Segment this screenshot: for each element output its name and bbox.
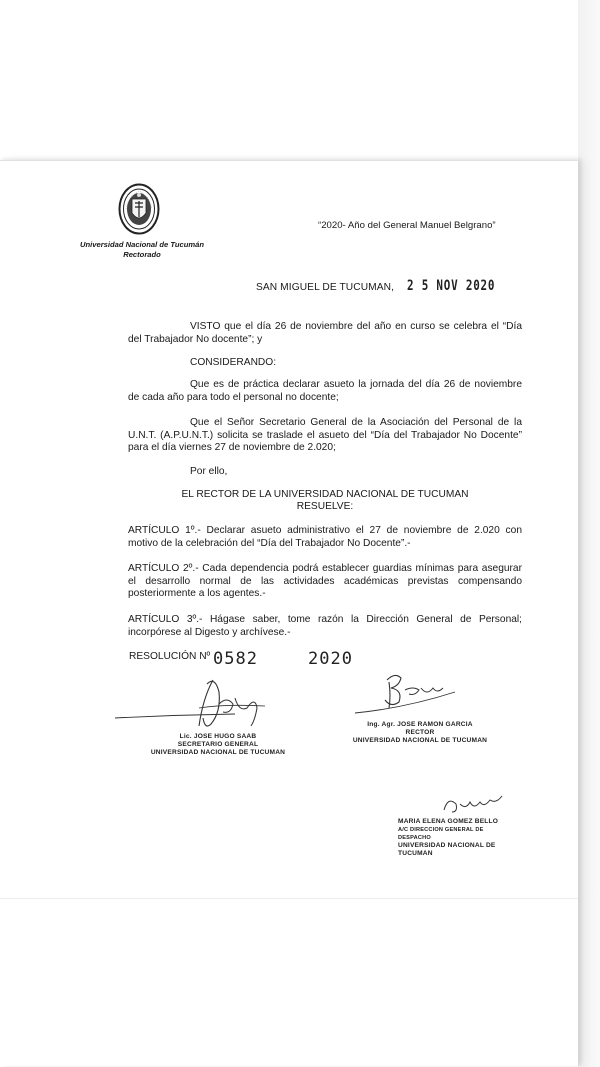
considerando-paragraph-1: Que es de práctica declarar asueto la jornada del día 26 de noviembre de cada año para todo el personal no docente; xyxy=(128,379,522,403)
rector-line: EL RECTOR DE LA UNIVERSIDAD NACIONAL DE TUCUMAN xyxy=(181,489,469,500)
date-stamp: 2 5 NOV 2020 xyxy=(407,278,496,294)
bottom-signature-stamp xyxy=(398,818,518,858)
right-signer-name: Ing. Agr. JOSE RAMON GARCIA xyxy=(367,721,473,728)
resolution-year: 2020 xyxy=(308,649,353,669)
left-signature-stamp xyxy=(148,733,288,757)
bottom-signer-org: UNIVERSIDAD NACIONAL DE TUCUMAN xyxy=(398,842,496,857)
left-signer-org: UNIVERSIDAD NACIONAL DE TUCUMAN xyxy=(150,749,286,756)
considerando-paragraph-2: Que el Señor Secretario General de la Asociación del Personal de la U.N.T. (A.P.U.N.T.) solicita se traslade el asueto del “Día del Trabajador No Docente” para el día viernes 27 de noviembre de 2.020; xyxy=(128,417,522,454)
office-name: Rectorado xyxy=(123,250,161,259)
bottom-handwritten-signature xyxy=(440,790,510,820)
visto-paragraph: VISTO que el día 26 de noviembre del año en curso se celebra el “Día del Trabajador No docente”; y xyxy=(128,321,522,345)
page-fold-line xyxy=(0,898,578,899)
institution-name: Universidad Nacional de Tucumán xyxy=(80,240,204,249)
right-signature-stamp xyxy=(350,721,490,745)
left-handwritten-signature xyxy=(115,668,285,738)
left-signer-title: SECRETARIO GENERAL xyxy=(177,741,259,748)
articulo-2: ARTÍCULO 2º.- Cada dependencia podrá establecer guardias mínimas para asegurar el desarrollo normal de las actividades académicas previstas compensando posteriormente a los agentes.- xyxy=(128,563,522,600)
viewer-gutter xyxy=(578,0,600,1067)
right-handwritten-signature xyxy=(355,668,475,723)
bottom-signer-title: A/C DIRECCION GENERAL DE DESPACHO xyxy=(398,827,484,841)
institution-heading xyxy=(72,240,212,260)
university-seal-icon xyxy=(118,183,160,235)
left-signer-name: Lic. JOSE HUGO SAAB xyxy=(179,733,257,740)
year-motto: “2020- Año del General Manuel Belgrano” xyxy=(318,220,496,231)
dateline-place: SAN MIGUEL DE TUCUMAN, xyxy=(256,282,395,293)
right-signer-org: UNIVERSIDAD NACIONAL DE TUCUMAN xyxy=(352,737,488,744)
document-page xyxy=(0,160,579,1066)
resolution-label: RESOLUCIÓN Nº xyxy=(129,651,211,662)
right-signer-title: RECTOR xyxy=(405,729,435,736)
resuelve-heading: RESUELVE: xyxy=(296,501,354,512)
por-ello-text: Por ello, xyxy=(190,466,228,477)
articulo-1: ARTÍCULO 1º.- Declarar asueto administrativo el 27 de noviembre de 2.020 con motivo de la celebración del “Día del Trabajador No Docente”.- xyxy=(128,525,522,549)
considerando-heading: CONSIDERANDO: xyxy=(190,357,277,368)
resolution-number: 0582 xyxy=(213,649,258,669)
articulo-3: ARTÍCULO 3º.- Hágase saber, tome razón la Dirección General de Personal; incorpórese al Digesto y archívese.- xyxy=(128,614,522,638)
bottom-signer-name: MARIA ELENA GOMEZ BELLO xyxy=(398,818,499,825)
